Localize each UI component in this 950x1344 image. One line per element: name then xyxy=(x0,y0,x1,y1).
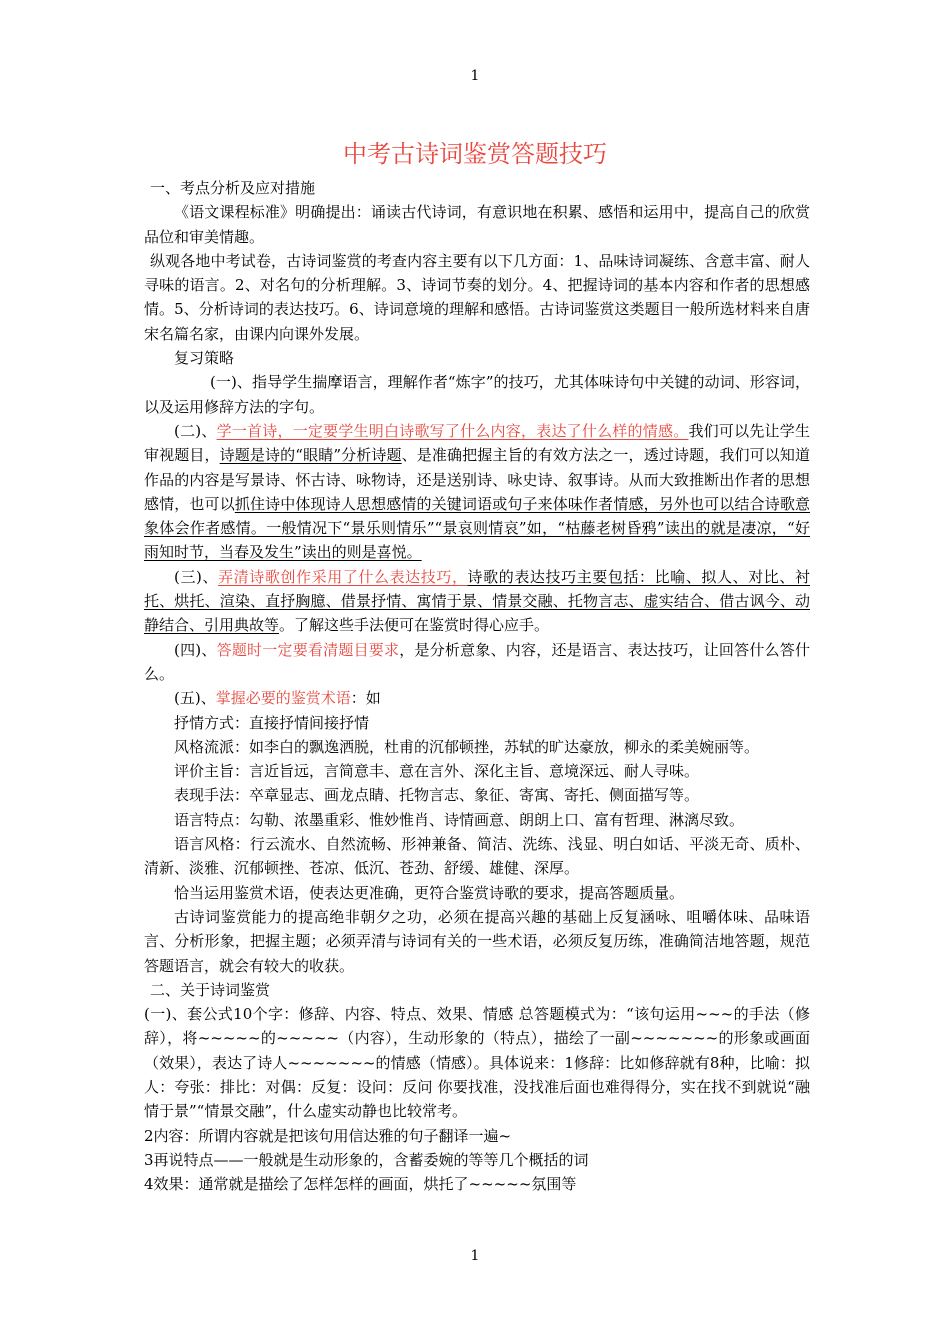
strategy-4-num: (四)、 xyxy=(174,640,217,659)
paragraph-ability: 古诗词鉴赏能力的提高绝非朝夕之功，必须在提高兴趣的基础上反复涵咏、咀嚼体味、品味语言、分析形象，把握主题；必须弄清与诗词有关的一些术语，必须反复历练，准确简洁地答题，规范答题语言，就会有较大的收获。 xyxy=(144,907,810,975)
term-language-style: 语言风格：行云流水、自然流畅、形神兼备、简洁、洗练、浅显、明白如话、平淡无奇、质朴、清新、淡雅、沉郁顿挫、苍凉、低沉、苍劲、舒缓、雄健、深厚。 xyxy=(144,835,810,878)
document-body xyxy=(144,176,810,1196)
term-technique: 表现手法：卒章显志、画龙点睛、托物言志、象征、寄寓、寄托、侧面描写等。 xyxy=(174,786,700,805)
strategy-5-num: (五)、 xyxy=(174,689,216,708)
paragraph-overview: 纵观各地中考试卷，古诗词鉴赏的考查内容主要有以下几方面：1、品味诗词凝练、含意丰富、耐人寻味的语言。2、对名句的分析理解。3、诗词节奏的划分。4、把握诗词的基本内容和作者的思想感情。5、分析诗词的表达技巧。6、诗词意境的理解和感悟。古诗词鉴赏这类题目一般所选材料来自唐宋名篇名家，由课内向课外发展。 xyxy=(144,251,810,343)
strategy-2 xyxy=(144,419,810,565)
term-style: 风格流派：如李白的飘逸洒脱，杜甫的沉郁顿挫，苏轼的旷达豪放，柳永的柔美婉丽等。 xyxy=(174,737,760,756)
strategy-2-text-a: 我们可以先让学生审视题目， xyxy=(144,421,810,465)
section-heading-2: 二、关于诗词鉴赏 xyxy=(150,980,271,999)
strategy-3-num: (三)、 xyxy=(174,567,219,586)
strategy-2-key: 学一首诗，一定要学生明白诗歌写了什么内容，表达了什么样的情感。 xyxy=(216,421,689,440)
strategy-4-key: 答题时一定要看清题目要求 xyxy=(216,640,400,659)
strategy-3-text: 。了解这些手法便可在鉴赏时得心应手。 xyxy=(279,616,550,635)
review-strategy-heading: 复习策略 xyxy=(174,349,235,368)
strategy-1: (一)、指导学生揣摩语言，理解作者“炼字”的技巧，尤其体味诗句中关键的动词、形容词，以及运用修辞方法的字句。 xyxy=(144,373,810,416)
strategy-2-underline-a: 诗题是诗的“眼睛”分析诗题 xyxy=(219,446,402,465)
strategy-5-text: ：如 xyxy=(350,689,381,708)
strategy-2-underline-b: 抓住诗中体现诗人思想感情的关键词语或句子来体味作者情感，另外也可以结合诗歌意象体会作者感情。一般情况下“景乐则情乐”“景哀则情哀”如，“枯藤老树昏鸦”读出的就是凄凉，“好雨知时节，当春及发生”读出的则是喜悦。 xyxy=(144,494,810,562)
section-heading-1: 一、考点分析及应对措施 xyxy=(150,179,316,197)
strategy-2-text-b: 、是准确把握主旨的有效方法之一，透过诗题，我们可以知道作品的内容是写景诗、怀古诗、咏物诗，还是送别诗、咏史诗、叙事诗。从而大致推断出作者的思想感情，也可以 xyxy=(144,446,810,513)
strategy-2-num: (二)、 xyxy=(174,421,217,440)
paragraph-standard: 《语文课程标准》明确提出：诵读古代诗词，有意识地在积累、感悟和运用中，提高自己的欣赏品位和审美情趣。 xyxy=(144,203,810,246)
term-language-feature: 语言特点：勾勒、浓墨重彩、惟妙惟肖、诗情画意、朗朗上口、富有哲理、淋漓尽致。 xyxy=(174,810,745,829)
item-effect: 4效果：通常就是描绘了怎样怎样的画面，烘托了~~~~~氛围等 xyxy=(144,1175,577,1194)
strategy-3 xyxy=(144,565,810,638)
document-title: 中考古诗词鉴赏答题技巧 xyxy=(343,140,607,168)
strategy-3-key: 弄清诗歌创作采用了什么表达技巧， xyxy=(218,567,468,586)
term-theme: 评价主旨：言近旨远，言简意丰、意在言外、深化主旨、意境深远、耐人寻味。 xyxy=(174,762,700,781)
strategy-3-underline: 诗歌的表达技巧主要包括：比喻、拟人、对比、衬托、烘托、渲染、直抒胸臆、借景抒情、寓情于景、情景交融、托物言志、虚实结合、借古讽今、动静结合、引用典故等 xyxy=(144,567,810,635)
strategy-4 xyxy=(144,638,810,687)
item-content: 2内容：所谓内容就是把该句用信达雅的句子翻译一遍~ xyxy=(144,1126,512,1145)
strategy-5-key: 掌握必要的鉴赏术语 xyxy=(215,689,351,708)
term-lyric: 抒情方式：直接抒情间接抒情 xyxy=(174,713,370,732)
page-number-top: 1 xyxy=(470,68,480,84)
strategy-5 xyxy=(144,686,810,710)
strategy-4-text: ，是分析意象、内容，还是语言、表达技巧，让回答什么答什么。 xyxy=(144,640,810,683)
page-number-bottom: 1 xyxy=(470,1248,480,1264)
item-feature: 3再说特点——一般就是生动形象的，含蓄委婉的等等几个概括的词 xyxy=(144,1150,589,1169)
paragraph-apt: 恰当运用鉴赏术语，使表达更准确，更符合鉴赏诗歌的要求，提高答题质量。 xyxy=(174,883,685,902)
formula-paragraph: (一)、套公式10个字：修辞、内容、特点、效果、情感 总答题模式为：“该句运用~~~的手法（修辞），将~~~~~的~~~~~（内容），生动形象的（特点），描绘了一副~~~~~~~的形象或画面（效果），表达了诗人~~~~~~~的情感（情感）。具体说来：1修辞：比如修辞就有8种，比喻：拟人：夸张：排比：对偶：反复：设问：反问 你要找准，没找准后面也难得得分，实在找不到就说“融情于景”“情景交融”，什么虚实动静也比较常考。 xyxy=(144,1005,810,1121)
